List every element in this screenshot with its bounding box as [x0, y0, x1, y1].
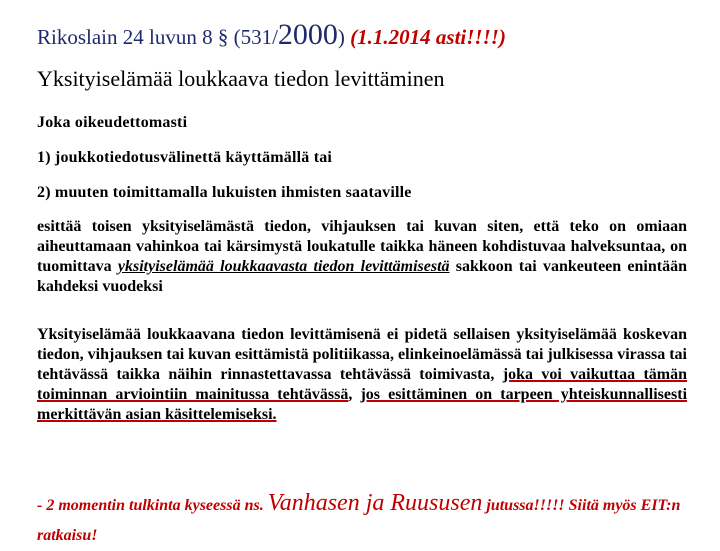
paragraph-intro: Joka oikeudettomasti	[37, 114, 188, 131]
footer-name-1: Vanhasen	[267, 490, 360, 516]
penalty-offense-name: yksityiselämää loukkaavasta tiedon levittämisestä	[117, 258, 450, 275]
title-note: (1.1.2014 asti!!!!)	[350, 25, 506, 49]
footer-text-2: jutussa!!!!! Siitä myös EIT:n ratkaisu!	[37, 497, 681, 544]
title-prefix: Rikoslain 24 luvun 8 § (531/	[37, 25, 278, 49]
section-heading: Yksityiselämää loukkaava tiedon levittäminen	[37, 66, 445, 91]
footer-note	[37, 488, 697, 551]
exception-underline-1: joka voi vaikuttaa tämän toiminnan arviointiin mainitussa tehtävässä	[37, 366, 688, 403]
exception-text-2: ,	[348, 386, 361, 403]
paragraph-item-2: 2) muuten toimittamalla lukuisten ihmisten saataville	[37, 184, 412, 201]
paragraph-exception	[37, 325, 687, 425]
exception-text-1: Yksityiselämää loukkaavana tiedon levittämisenä ei pidetä sellaisen yksityiselämää koskevan tiedon, vihjauksen tai kuvan esittämistä politiikassa, elinkeinoelämässä tai julkisessa virassa tai tehtävässä taikka näihin rinnastettavassa tehtävässä toimivasta,	[37, 326, 687, 383]
title-close: )	[337, 25, 345, 49]
penalty-text-2: sakkoon tai vankeuteen enintään kahdeksi vuodeksi	[37, 258, 687, 295]
footer-name-2: Ruususen	[390, 490, 483, 516]
paragraph-item-1: 1) joukkotiedotusvälinettä käyttämällä tai	[37, 149, 333, 166]
title-year: 2000	[277, 18, 338, 51]
penalty-text-1: esittää toisen yksityiselämästä tiedon, vihjauksen tai kuvan siten, että teko on omiaan aiheuttamaan vahinkoa tai kärsimystä loukatulle taikka häneen kohdistuvaa halveksuntaa, on tuomittava	[37, 218, 687, 275]
paragraph-penalty	[37, 217, 687, 297]
footer-ja: ja	[359, 490, 391, 516]
slide-title	[37, 18, 506, 52]
footer-text-1: - 2 momentin tulkinta kyseessä ns.	[37, 497, 268, 514]
exception-underline-2: jos esittäminen on tarpeen yhteiskunnallisesti merkittävän asian käsittelemiseksi.	[37, 386, 688, 423]
